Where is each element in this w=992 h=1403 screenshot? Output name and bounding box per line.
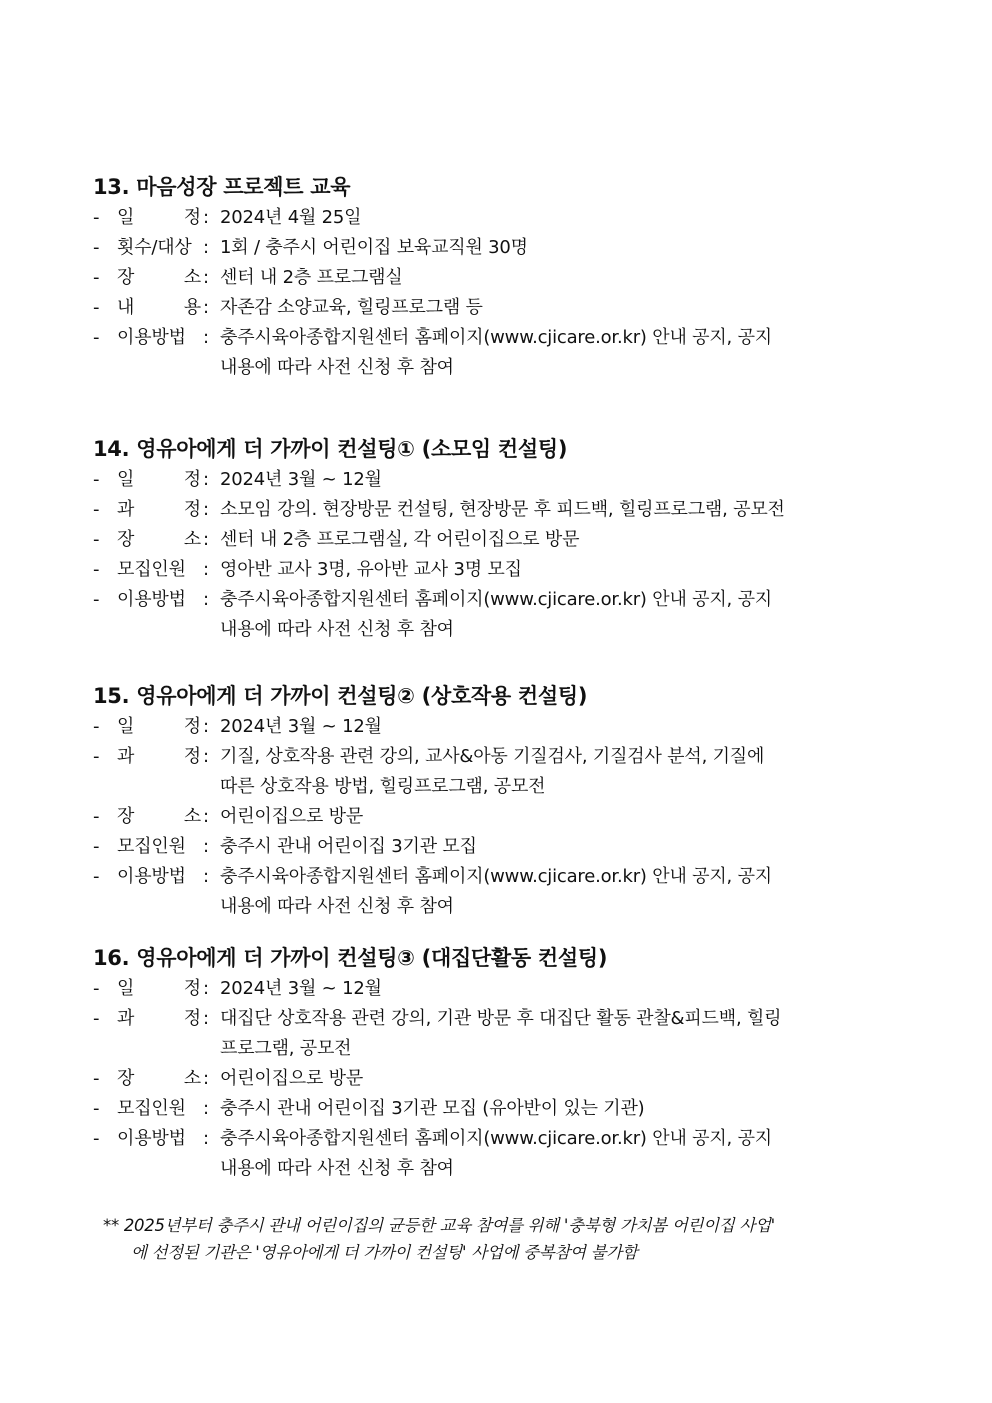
bullet-dash: - [93, 746, 100, 767]
row-label: 이용방법 [117, 866, 186, 887]
row-value-line: 센터 내 2층 프로그램실 [220, 267, 403, 288]
row-value-continuation: 내용에 따라 사전 신청 후 참여 [220, 896, 454, 917]
bullet-dash: - [93, 237, 100, 258]
bullet-dash: - [93, 589, 100, 610]
footnote-line-1: ** 2025년부터 충주시 관내 어린이집의 균등한 교육 참여를 위해 '충북형 가치봄 어린이집 사업' [103, 1216, 775, 1235]
bullet-dash: - [93, 1008, 100, 1029]
label-colon: : [203, 327, 209, 348]
row-value [220, 1064, 900, 1094]
row-label: 이용방법 [117, 327, 186, 348]
row-value [220, 832, 900, 862]
row-value-line: 센터 내 2층 프로그램실, 각 어린이집으로 방문 [220, 529, 580, 550]
row-value-line: 어린이집으로 방문 [220, 1068, 364, 1089]
row-label-char: 소 [183, 267, 201, 288]
label-colon: : [203, 469, 209, 490]
row-value-line: 대집단 상호작용 관련 강의, 기관 방문 후 대집단 활동 관찰&피드백, 힐링 [220, 1008, 782, 1029]
info-row [93, 712, 913, 742]
row-value-continuation: 내용에 따라 사전 신청 후 참여 [220, 1158, 454, 1179]
row-label-char: 일 [117, 469, 135, 490]
label-colon: : [203, 866, 209, 887]
row-label-char: 장 [117, 806, 135, 827]
row-value [220, 233, 900, 263]
section-14 [93, 433, 913, 645]
row-label [117, 742, 201, 772]
info-row [93, 1124, 913, 1184]
label-colon: : [203, 237, 209, 258]
bullet-dash: - [93, 1128, 100, 1149]
row-label-char: 용 [183, 297, 201, 318]
label-colon: : [203, 589, 209, 610]
bullet-dash: - [93, 267, 100, 288]
section-heading: 15. 영유아에게 더 가까이 컨설팅② (상호작용 컨설팅) [93, 684, 588, 708]
info-row [93, 1064, 913, 1094]
row-value [220, 1094, 900, 1124]
row-label-char: 장 [117, 529, 135, 550]
bullet-dash: - [93, 499, 100, 520]
row-value [220, 1004, 900, 1064]
label-colon: : [203, 978, 209, 999]
row-value-line: 어린이집으로 방문 [220, 806, 364, 827]
row-label-char: 소 [183, 806, 201, 827]
row-label-char: 정 [183, 746, 201, 767]
info-row [93, 525, 913, 555]
label-colon: : [203, 1098, 209, 1119]
info-row [93, 495, 913, 525]
info-row [93, 263, 913, 293]
row-label-char: 정 [183, 207, 201, 228]
row-value [220, 465, 900, 495]
row-value [220, 555, 900, 585]
row-label [117, 802, 201, 832]
row-value [220, 974, 900, 1004]
row-label: 횟수/대상 [117, 237, 192, 258]
row-value [220, 203, 900, 233]
row-value [220, 742, 900, 802]
row-label-char: 장 [117, 267, 135, 288]
row-value-continuation: 프로그램, 공모전 [220, 1038, 352, 1059]
label-colon: : [203, 529, 209, 550]
info-row [93, 585, 913, 645]
info-row [93, 233, 913, 263]
bullet-dash: - [93, 1098, 100, 1119]
row-label-char: 과 [117, 746, 135, 767]
bullet-dash: - [93, 1068, 100, 1089]
info-row [93, 802, 913, 832]
bullet-dash: - [93, 716, 100, 737]
section-16 [93, 942, 913, 1184]
row-value [220, 525, 900, 555]
row-value-continuation: 내용에 따라 사전 신청 후 참여 [220, 357, 454, 378]
row-value-line: 1회 / 충주시 어린이집 보육교직원 30명 [220, 237, 528, 258]
label-colon: : [203, 716, 209, 737]
info-row [93, 974, 913, 1004]
label-colon: : [203, 267, 209, 288]
row-label-char: 정 [183, 978, 201, 999]
label-colon: : [203, 559, 209, 580]
section-15 [93, 680, 913, 922]
bullet-dash: - [93, 469, 100, 490]
bullet-dash: - [93, 529, 100, 550]
row-value-line: 충주시육아종합지원센터 홈페이지(www.cjicare.or.kr) 안내 공지, 공지 [220, 1128, 772, 1149]
row-value-line: 충주시육아종합지원센터 홈페이지(www.cjicare.or.kr) 안내 공지, 공지 [220, 327, 772, 348]
footnote [103, 1212, 933, 1266]
bullet-dash: - [93, 836, 100, 857]
row-label [117, 1004, 201, 1034]
row-value-line: 충주시육아종합지원센터 홈페이지(www.cjicare.or.kr) 안내 공지, 공지 [220, 589, 772, 610]
info-row [93, 323, 913, 383]
bullet-dash: - [93, 297, 100, 318]
bullet-dash: - [93, 866, 100, 887]
row-label [117, 465, 201, 495]
label-colon: : [203, 297, 209, 318]
row-value [220, 495, 900, 525]
row-value-line: 2024년 3월 ~ 12월 [220, 469, 382, 490]
label-colon: : [203, 499, 209, 520]
info-row [93, 293, 913, 323]
row-label-char: 소 [183, 1068, 201, 1089]
bullet-dash: - [93, 327, 100, 348]
row-value-line: 자존감 소양교육, 힐링프로그램 등 [220, 297, 483, 318]
row-value [220, 323, 900, 383]
row-value-line: 충주시육아종합지원센터 홈페이지(www.cjicare.or.kr) 안내 공지, 공지 [220, 866, 772, 887]
row-label: 이용방법 [117, 589, 186, 610]
row-label-char: 내 [117, 297, 135, 318]
row-value [220, 802, 900, 832]
info-row [93, 465, 913, 495]
row-label: 모집인원 [117, 1098, 186, 1119]
row-value [220, 293, 900, 323]
row-label-char: 정 [183, 1008, 201, 1029]
row-value-line: 소모임 강의. 현장방문 컨설팅, 현장방문 후 피드백, 힐링프로그램, 공모전 [220, 499, 785, 520]
row-value-continuation: 내용에 따라 사전 신청 후 참여 [220, 619, 454, 640]
row-label [117, 495, 201, 525]
row-value-line: 2024년 3월 ~ 12월 [220, 978, 382, 999]
row-label: 모집인원 [117, 836, 186, 857]
row-label-char: 일 [117, 978, 135, 999]
row-label-char: 장 [117, 1068, 135, 1089]
row-label-char: 과 [117, 1008, 135, 1029]
row-label: 이용방법 [117, 1128, 186, 1149]
info-row [93, 832, 913, 862]
row-label-char: 소 [183, 529, 201, 550]
row-label [117, 525, 201, 555]
row-label [117, 1064, 201, 1094]
row-value-line: 기질, 상호작용 관련 강의, 교사&아동 기질검사, 기질검사 분석, 기질에 [220, 746, 765, 767]
section-heading: 13. 마음성장 프로젝트 교육 [93, 175, 351, 199]
label-colon: : [203, 1068, 209, 1089]
info-row [93, 742, 913, 802]
bullet-dash: - [93, 207, 100, 228]
label-colon: : [203, 836, 209, 857]
row-value [220, 1124, 900, 1184]
row-value-line: 영아반 교사 3명, 유아반 교사 3명 모집 [220, 559, 522, 580]
row-value [220, 712, 900, 742]
row-value-line: 2024년 3월 ~ 12월 [220, 716, 382, 737]
bullet-dash: - [93, 559, 100, 580]
info-row [93, 1004, 913, 1064]
row-label [117, 974, 201, 1004]
row-value [220, 263, 900, 293]
row-label-char: 정 [183, 469, 201, 490]
row-label-char: 일 [117, 207, 135, 228]
info-row [93, 555, 913, 585]
row-label [117, 263, 201, 293]
info-row [93, 862, 913, 922]
row-label [117, 293, 201, 323]
section-heading: 14. 영유아에게 더 가까이 컨설팅① (소모임 컨설팅) [93, 437, 568, 461]
row-value [220, 862, 900, 922]
row-label-char: 과 [117, 499, 135, 520]
row-label-char: 정 [183, 499, 201, 520]
bullet-dash: - [93, 978, 100, 999]
row-label [117, 712, 201, 742]
row-value-line: 2024년 4월 25일 [220, 207, 362, 228]
row-value [220, 585, 900, 645]
row-label-char: 정 [183, 716, 201, 737]
label-colon: : [203, 1128, 209, 1149]
footnote-line-2: 에 선정된 기관은 '영유아에게 더 가까이 컨설팅' 사업에 중복참여 불가함 [131, 1243, 638, 1262]
row-value-line: 충주시 관내 어린이집 3기관 모집 (유아반이 있는 기관) [220, 1098, 645, 1119]
label-colon: : [203, 746, 209, 767]
row-label-char: 일 [117, 716, 135, 737]
label-colon: : [203, 1008, 209, 1029]
section-heading: 16. 영유아에게 더 가까이 컨설팅③ (대집단활동 컨설팅) [93, 946, 608, 970]
row-value-line: 충주시 관내 어린이집 3기관 모집 [220, 836, 477, 857]
info-row [93, 1094, 913, 1124]
section-13 [93, 171, 913, 383]
row-label [117, 203, 201, 233]
label-colon: : [203, 806, 209, 827]
row-value-continuation: 따른 상호작용 방법, 힐링프로그램, 공모전 [220, 776, 546, 797]
row-label: 모집인원 [117, 559, 186, 580]
label-colon: : [203, 207, 209, 228]
bullet-dash: - [93, 806, 100, 827]
info-row [93, 203, 913, 233]
